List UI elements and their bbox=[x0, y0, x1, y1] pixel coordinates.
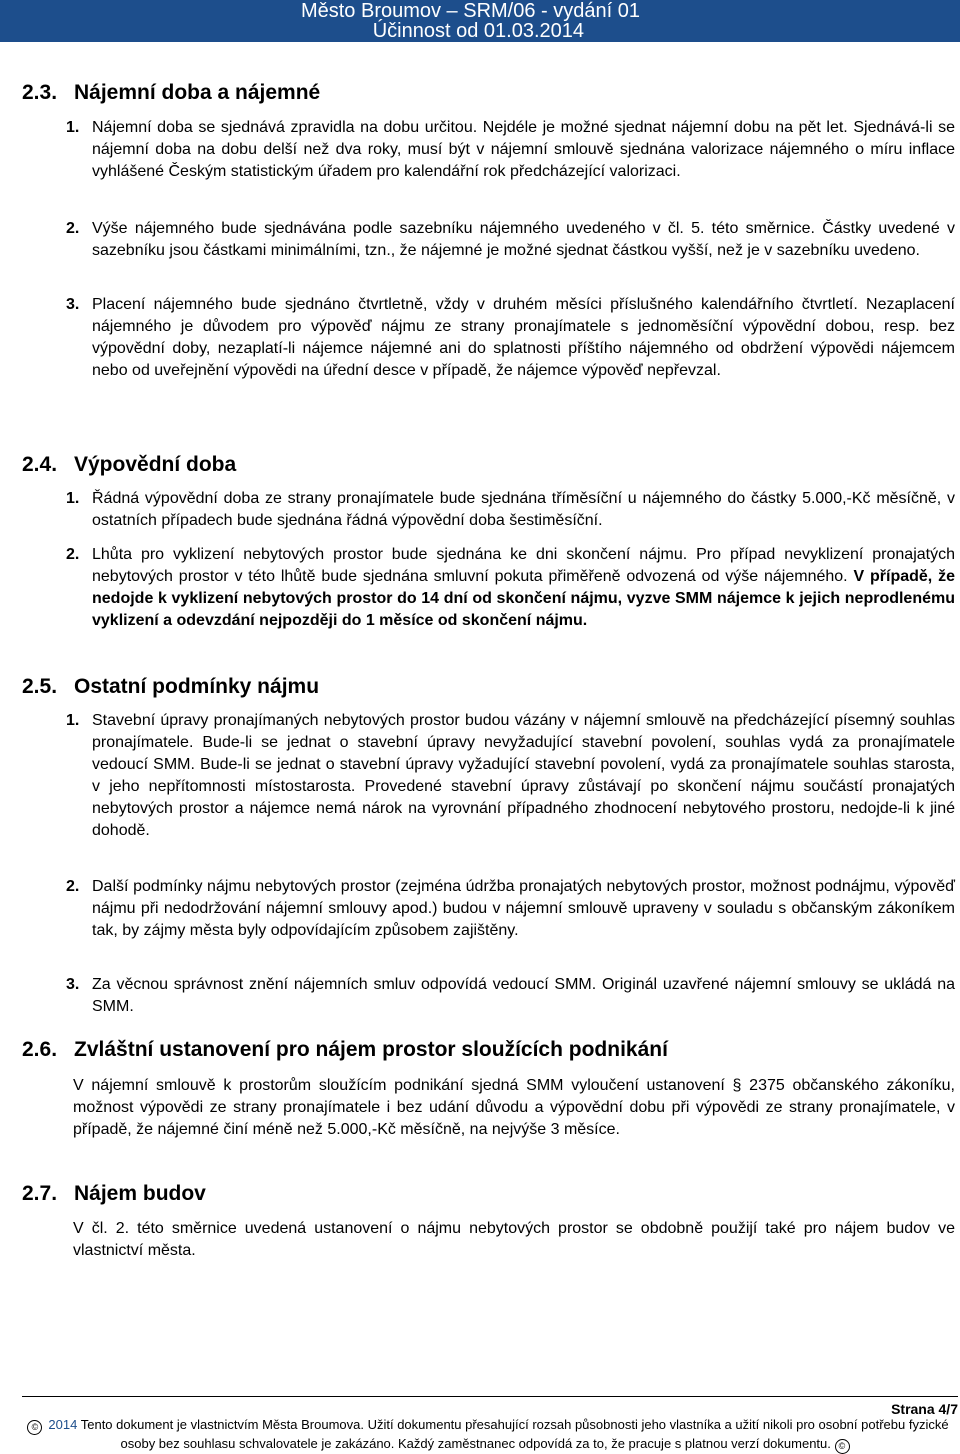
header-effective-date: Účinnost od 01.03.2014 bbox=[372, 20, 584, 42]
section-heading-2-6: 2.6. Zvláštní ustanovení pro nájem prostor sloužících podnikání bbox=[22, 1038, 668, 1061]
section-heading-2-3: 2.3. Nájemní doba a nájemné bbox=[22, 81, 321, 104]
paragraph: V čl. 2. této směrnice uvedená ustanovení o nájmu nebytových prostor se obdobně použijí také pro nájem budov ve vlastnictví města. bbox=[73, 1220, 955, 1259]
copyright-icon: © bbox=[27, 1420, 42, 1435]
footer-year: 2014 bbox=[48, 1417, 78, 1432]
section-heading-2-7: 2.7. Nájem budov bbox=[22, 1182, 206, 1205]
paragraph: V nájemní smlouvě k prostorům sloužícím podnikání sjedná SMM vyloučení ustanovení § 2375 občanského zákoníku, možnost výpovědi ze strany pronajímatele i bez udání důvodu a výpovědní dobu při výpovědi ze strany pronajímatele, v případě, že nájemné činí méně než 5.000,-Kč měsíčně, na nejvýše 3 měsíce. bbox=[73, 1077, 955, 1138]
footer-text: Tento dokument je vlastnictvím Města Broumova. Užití dokumentu přesahující rozsah působnosti jeho vlastníka a užití nikoli pro osobní potřebu fyzické osoby bez souhlasu schvalovatele je zakázáno. Každý zaměstnanec odpovídá za to, že pracuje s platnou verzí dokumentu. bbox=[80, 1417, 949, 1451]
header-title: Město Broumov – SRM/06 - vydání 01 bbox=[300, 0, 640, 22]
copyright-icon: © bbox=[835, 1439, 850, 1454]
footer-notice bbox=[20, 1416, 956, 1454]
page-number: Strana 4/7 bbox=[891, 1401, 958, 1417]
page-header bbox=[0, 0, 960, 42]
section-heading-2-4: 2.4. Výpovědní doba bbox=[22, 453, 237, 476]
list-item-body: Lhůta pro vyklizení nebytových prostor bude sjednána ke dni skončení nájmu. Pro případ nevyklizení pronajatých nebytových prostor v této lhůtě bude sjednána smluvní pokuta přiměřeně odvozená od výše nájemného. V případě, že nedojde k vyklizení nebytových prostor do 14 dní od skončení nájmu, vyzve SMM nájemce k jejich neprodlenému vyklizení a odevzdání nejpozději do 1 měsíce od skončení nájmu. bbox=[92, 546, 955, 629]
bold-text: V případě, že nedojde k vyklizení nebytových prostor do 14 dní od skončení nájmu, vyzve SMM nájemce k jejich neprodlenému vyklizení a odevzdání nejpozději do 1 měsíce od skončení nájmu. bbox=[92, 568, 955, 629]
footer-divider bbox=[22, 1396, 958, 1397]
section-heading-2-5: 2.5. Ostatní podmínky nájmu bbox=[22, 675, 320, 698]
